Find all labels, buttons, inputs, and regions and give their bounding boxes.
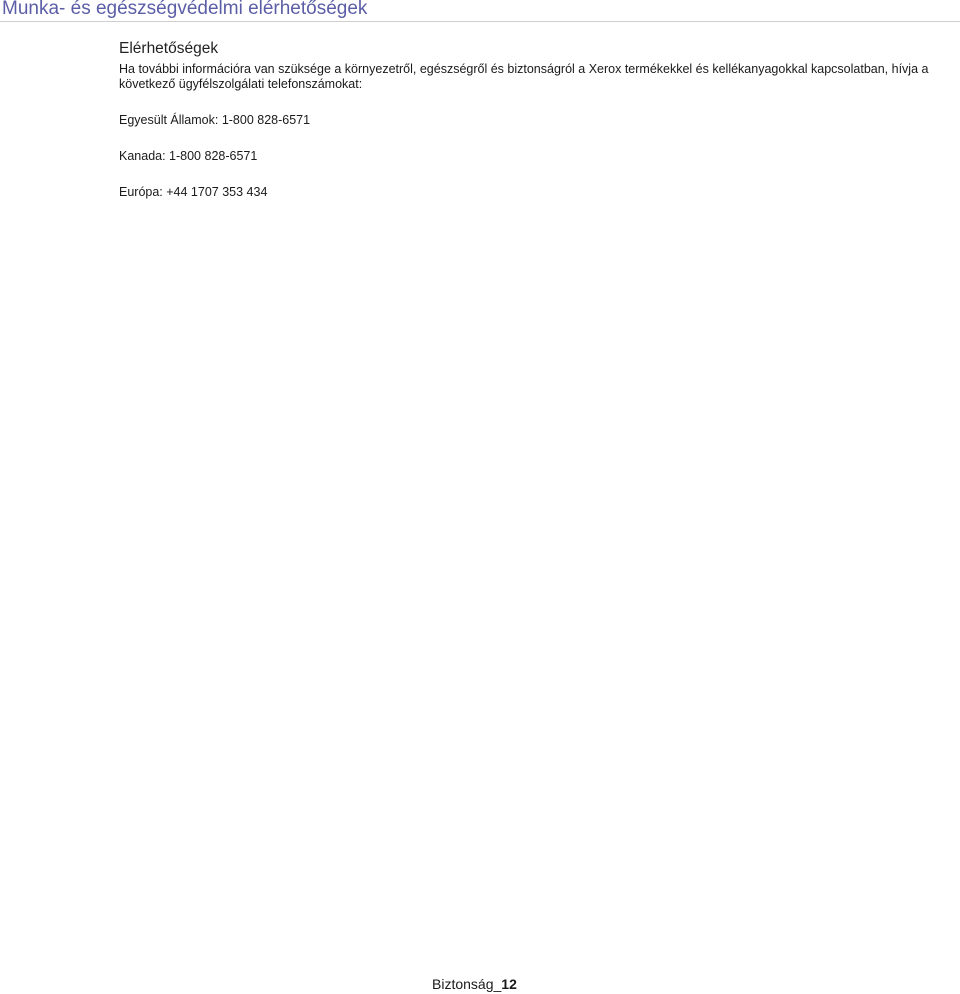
page-number: 12 (501, 976, 517, 992)
intro-paragraph: Ha további információra van szüksége a környezetről, egészségről és biztonságról a Xerox termékekkel és kellékanyagokkal kapcsolatban, hívja a következő ügyfélszolgálati telefonszámokat: (119, 62, 929, 91)
page-footer (432, 976, 517, 992)
page-title: Munka- és egészségvédelmi elérhetőségek (2, 0, 368, 19)
contact-europe: Európa: +44 1707 353 434 (119, 185, 268, 199)
contact-usa: Egyesült Államok: 1-800 828-6571 (119, 113, 311, 127)
title-divider (0, 21, 960, 22)
section-heading: Elérhetőségek (119, 40, 219, 57)
contact-canada: Kanada: 1-800 828-6571 (119, 149, 258, 163)
contact-section (119, 38, 949, 200)
footer-section-label: Biztonság_ (432, 976, 502, 992)
